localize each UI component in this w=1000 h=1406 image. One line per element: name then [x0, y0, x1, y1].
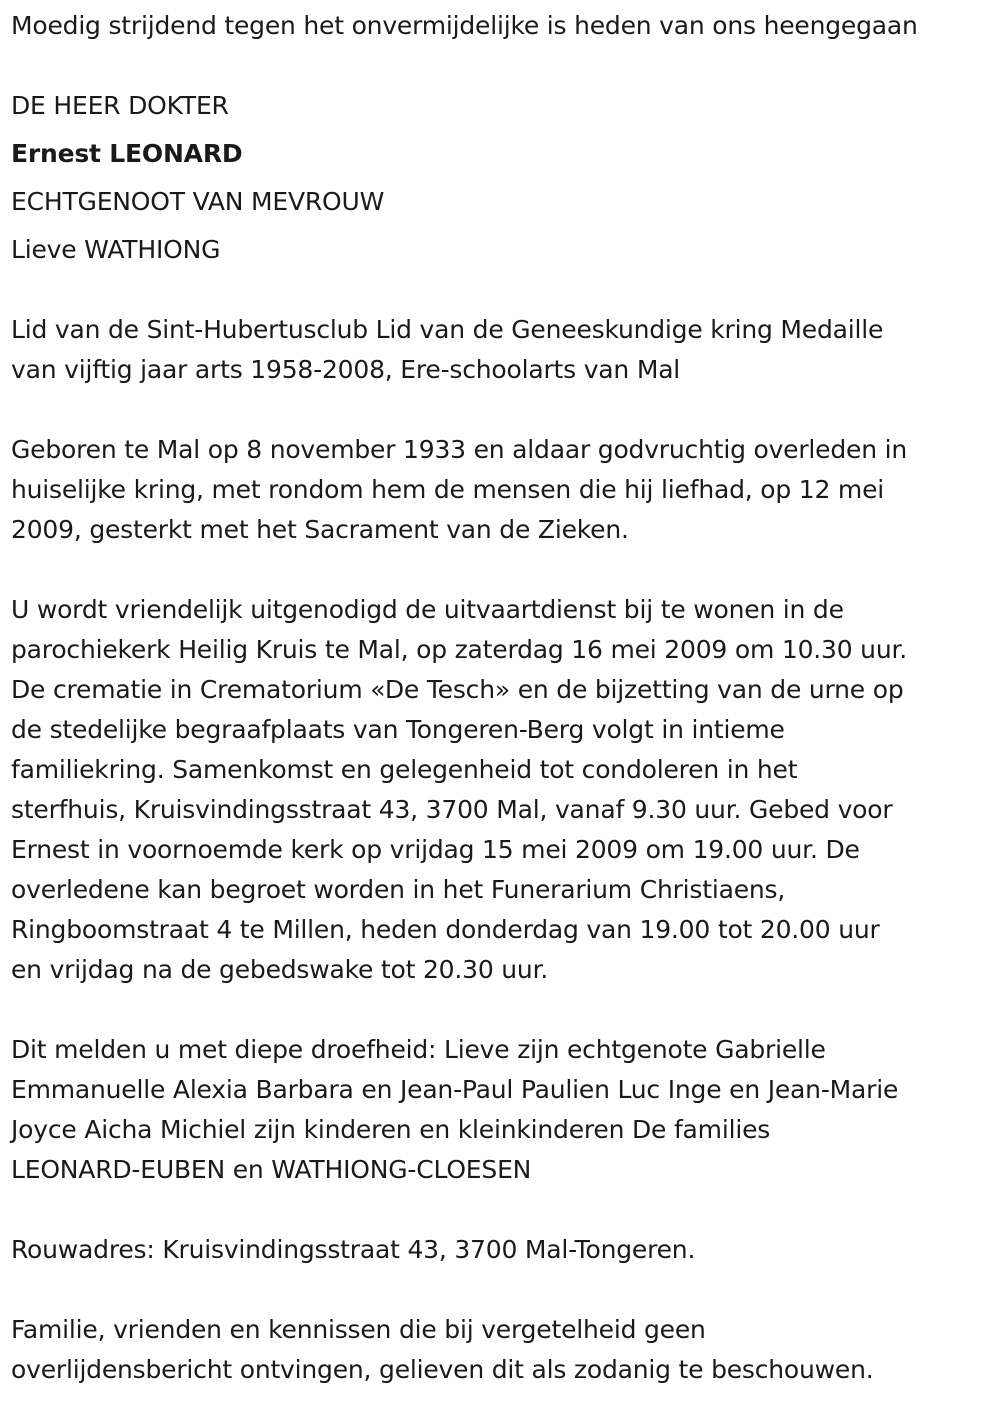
paragraph-line: Emmanuelle Alexia Barbara en Jean-Paul Paulien Luc Inge en Jean-Marie	[11, 1075, 899, 1104]
paragraph-line: Lid van de Sint-Hubertusclub Lid van de Geneeskundige kring Medaille	[11, 315, 884, 344]
paragraph-line: Ernest in voornoemde kerk op vrijdag 15 mei 2009 om 19.00 uur. De	[11, 835, 860, 864]
paragraph-line: U wordt vriendelijk uitgenodigd de uitvaartdienst bij te wonen in de	[11, 595, 844, 624]
paragraph-line: Joyce Aicha Michiel zijn kinderen en kleinkinderen De families	[11, 1115, 771, 1144]
paragraph-line: en vrijdag na de gebedswake tot 20.30 uur.	[11, 955, 549, 984]
spouse-label: ECHTGENOOT VAN MEVROUW	[11, 187, 385, 216]
paragraph-line: parochiekerk Heilig Kruis te Mal, op zaterdag 16 mei 2009 om 10.30 uur.	[11, 635, 907, 664]
intro-line: Moedig strijdend tegen het onvermijdelijke is heden van ons heengegaan	[11, 11, 918, 40]
paragraph-line: familiekring. Samenkomst en gelegenheid tot condoleren in het	[11, 755, 798, 784]
family-paragraph	[11, 1030, 993, 1190]
closing-paragraph	[11, 1310, 993, 1390]
paragraph-line: Dit melden u met diepe droefheid: Lieve zijn echtgenote Gabrielle	[11, 1035, 826, 1064]
paragraph-line: sterfhuis, Kruisvindingsstraat 43, 3700 Mal, vanaf 9.30 uur. Gebed voor	[11, 795, 893, 824]
funeral-paragraph	[11, 590, 993, 990]
paragraph-line: huiselijke kring, met rondom hem de mensen die hij liefhad, op 12 mei	[11, 475, 884, 504]
paragraph-line: De crematie in Crematorium «De Tesch» en de bijzetting van de urne op	[11, 675, 904, 704]
paragraph-line: overledene kan begroet worden in het Funerarium Christiaens,	[11, 875, 786, 904]
mourning-address: Rouwadres: Kruisvindingsstraat 43, 3700 Mal-Tongeren.	[11, 1235, 696, 1264]
title-line: DE HEER DOKTER	[11, 91, 229, 120]
spouse-name: Lieve WATHIONG	[11, 235, 221, 264]
paragraph-line: Geboren te Mal op 8 november 1933 en aldaar godvruchtig overleden in	[11, 435, 907, 464]
name-block	[11, 82, 993, 274]
deceased-name: Ernest LEONARD	[11, 139, 243, 168]
birth-death-paragraph	[11, 430, 993, 550]
obituary-document	[11, 6, 993, 1390]
paragraph-line: de stedelijke begraafplaats van Tongeren-Berg volgt in intieme	[11, 715, 785, 744]
paragraph-line: 2009, gesterkt met het Sacrament van de Zieken.	[11, 515, 629, 544]
paragraph-line: overlijdensbericht ontvingen, gelieven dit als zodanig te beschouwen.	[11, 1355, 874, 1384]
paragraph-line: Familie, vrienden en kennissen die bij vergetelheid geen	[11, 1315, 706, 1344]
paragraph-line: LEONARD-EUBEN en WATHIONG-CLOESEN	[11, 1155, 532, 1184]
paragraph-line: Ringboomstraat 4 te Millen, heden donderdag van 19.00 tot 20.00 uur	[11, 915, 880, 944]
memberships-paragraph	[11, 310, 993, 390]
paragraph-line: van vijftig jaar arts 1958-2008, Ere-schoolarts van Mal	[11, 355, 681, 384]
